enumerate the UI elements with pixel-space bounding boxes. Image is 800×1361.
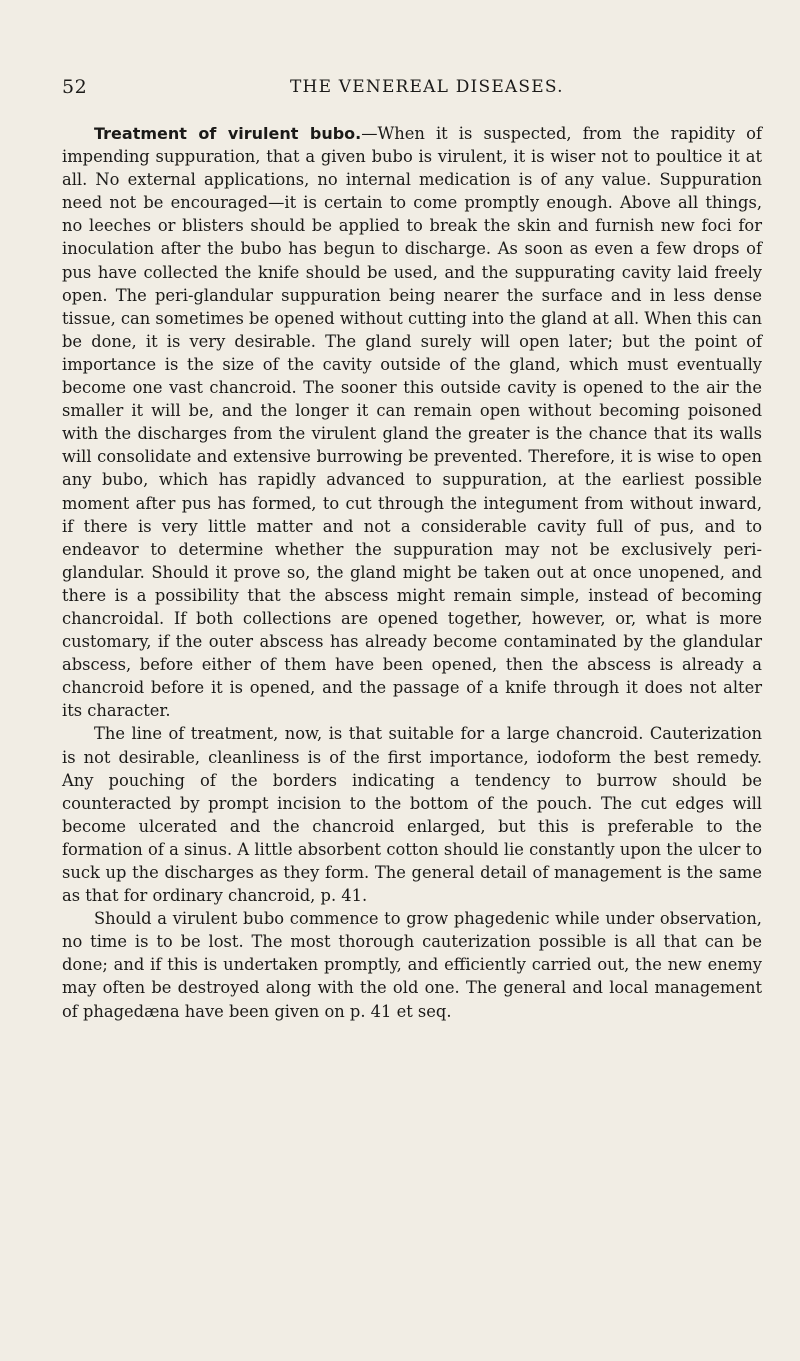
paragraph-1 <box>62 122 762 722</box>
paragraph-1-text: —When it is suspected, from the rapidity of impending suppuration, that a given bubo is virulent, it is wiser not to poultice it at all. No external applications, no internal medication is of any value. Suppuration need not be encouraged—it is certain to come promptly enough. Above all things, no leeches or blisters should be applied to break the skin and furnish new foci for inoculation after the bubo has begun to discharge. As soon as even a few drops of pus have collected the knife should be used, and the suppurating cavity laid freely open. The peri-glandular suppuration being nearer the surface and in less dense tissue, can sometimes be opened without cutting into the gland at all. When this can be done, it is very desirable. The gland surely will open later; but the point of importance is the size of the cavity outside of the gland, which must eventually become one vast chancroid. The sooner this outside cavity is opened to the air the smaller it will be, and the longer it can remain open without becoming poisoned with the discharges from the virulent gland the greater is the chance that its walls will consolidate and extensive burrowing be prevented. Therefore, it is wise to open any bubo, which has rapidly advanced to suppuration, at the earliest possible moment after pus has formed, to cut through the integument from without inward, if there is very little matter and not a considerable cavity full of pus, and to endeavor to determine whether the suppuration may not be exclusively peri-glandular. Should it prove so, the gland might be taken out at once unopened, and there is a possibility that the abscess might remain simple, instead of becoming chancroidal. If both collections are opened together, however, or, what is more customary, if the outer abscess has already become contaminated by the glandular abscess, before either of them have been opened, then the abscess is already a chancroid before it is opened, and the passage of a knife through it does not alter its character. <box>62 124 762 721</box>
running-head: THE VENEREAL DISEASES. <box>290 77 564 97</box>
section-heading: Treatment of virulent bubo. <box>94 124 362 143</box>
body-text <box>62 122 762 1023</box>
page-number: 52 <box>62 76 88 98</box>
page-header <box>62 76 762 106</box>
paragraph-3: Should a virulent bubo commence to grow phagedenic while under observation, no time is to be lost. The most thorough cauterization possible is all that can be done; and if this is undertaken promptly, and efficiently carried out, the new enemy may often be destroyed along with the old one. The general and local management of phagedæna have been given on p. 41 et seq. <box>62 909 762 1021</box>
paragraph-2: The line of treatment, now, is that suitable for a large chancroid. Cauterization is not desirable, cleanliness is of the first importance, iodoform the best remedy. Any pouching of the borders indicating a tendency to burrow should be counteracted by prompt incision to the bottom of the pouch. The cut edges will become ulcerated and the chancroid enlarged, but this is preferable to the formation of a sinus. A little absorbent cotton should lie constantly upon the ulcer to suck up the discharges as they form. The general detail of management is the same as that for ordinary chancroid, p. 41. <box>62 724 762 906</box>
